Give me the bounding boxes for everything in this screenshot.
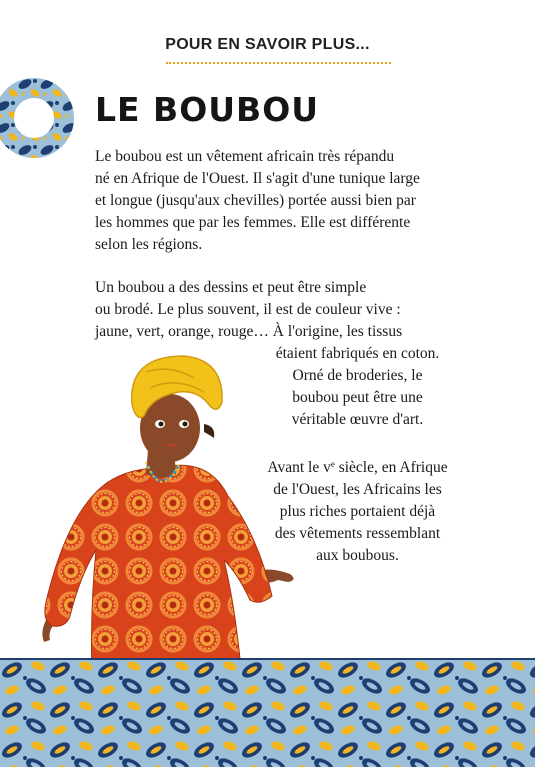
paragraph-line: boubou peut être une [292, 389, 423, 406]
paragraph-line: selon les régions. [95, 236, 203, 253]
paragraph-line: né en Afrique de l'Ouest. Il s'agit d'une tunique large [95, 170, 420, 187]
paragraph-line: jaune, vert, orange, rouge… À l'origine, les tissus [95, 323, 403, 340]
section-header: POUR EN SAVOIR PLUS... [165, 36, 370, 53]
paragraph-line: et longue (jusqu'aux chevilles) portée aussi bien par [95, 192, 416, 209]
paragraph-line: aux boubous. [316, 547, 399, 564]
line-text: Avant le v [267, 459, 331, 476]
intro-paragraph [95, 146, 420, 256]
paragraph-line: étaient fabriqués en coton. [275, 345, 440, 362]
paragraph-line: de l'Ouest, les Africains les [273, 481, 442, 498]
paragraph-line: Un boubou a des dessins et peut être simple [95, 279, 367, 296]
paragraph-line: les hommes que par les femmes. Elle est différente [95, 214, 411, 231]
paragraph-line: véritable œuvre d'art. [291, 411, 424, 428]
paragraph-line: Le boubou est un vêtement africain très répandu [95, 148, 395, 165]
paragraph-line: des vêtements ressemblant [274, 525, 441, 542]
description-paragraph [95, 277, 402, 343]
century-superscript: e [330, 459, 335, 469]
page-title: LE BOUBOU [95, 90, 320, 129]
paragraph-line: Orné de broderies, le [292, 367, 423, 384]
paragraph-line: plus riches portaient déjà [279, 503, 436, 520]
wax-fabric-ring-decoration [0, 76, 80, 160]
header-divider [166, 62, 391, 64]
woman-in-boubou-illustration [20, 350, 310, 680]
line-text: siècle, en Afrique [334, 459, 448, 476]
paragraph-line: ou brodé. Le plus souvent, il est de couleur vive : [95, 301, 401, 318]
wax-fabric-band [0, 658, 535, 767]
